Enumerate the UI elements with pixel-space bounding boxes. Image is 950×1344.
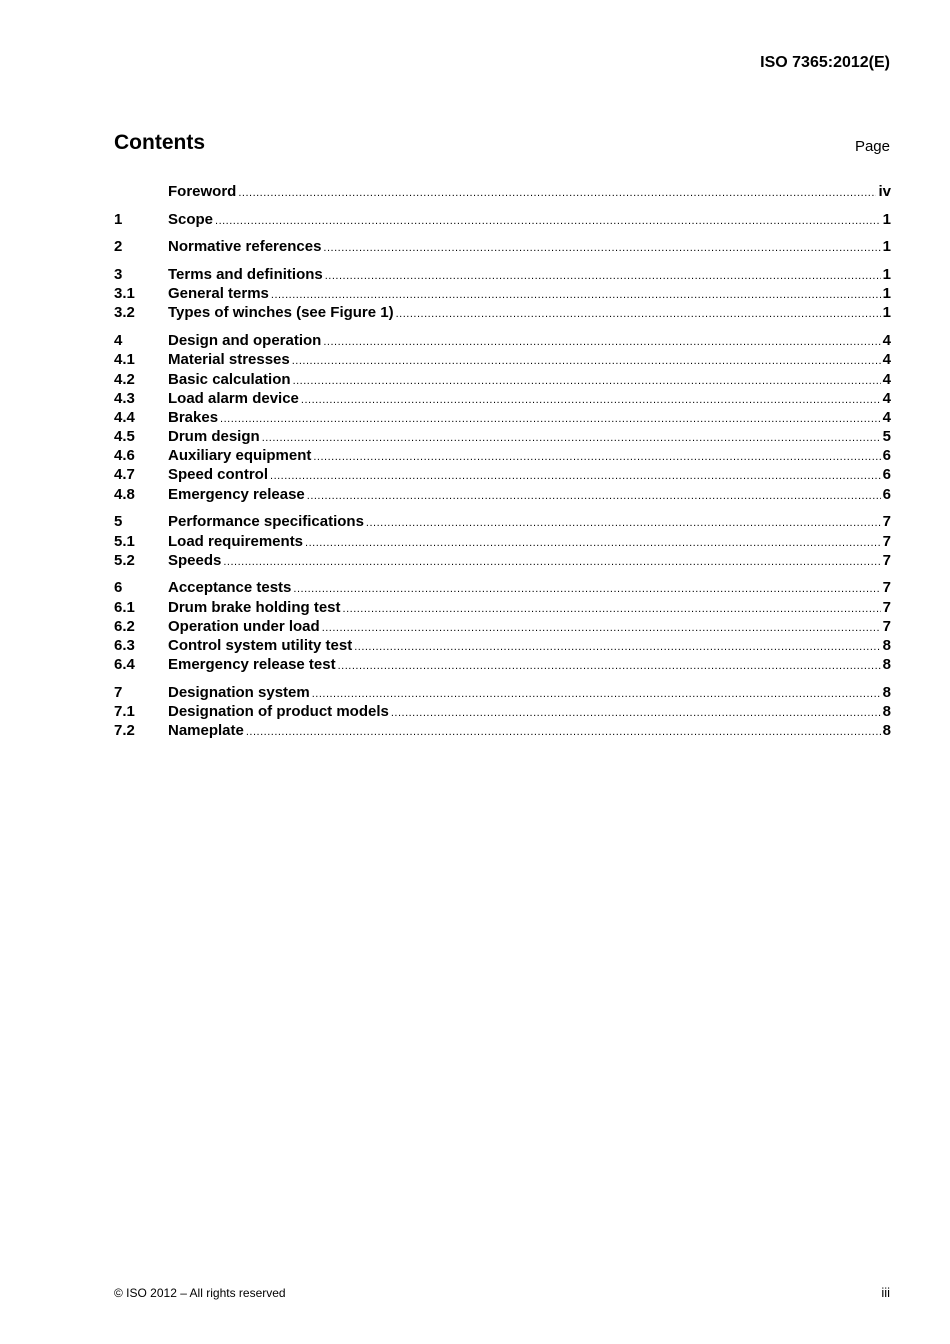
toc-group bbox=[114, 237, 891, 256]
toc-entry-page: 7 bbox=[882, 617, 891, 635]
toc-entry-number: 3.1 bbox=[114, 285, 135, 303]
toc-leader-dots bbox=[238, 184, 876, 203]
toc-entry-label: Performance specifications bbox=[168, 513, 364, 531]
toc-entry-page: 1 bbox=[882, 304, 891, 322]
toc-entry-number: 7 bbox=[114, 683, 123, 701]
toc-entry-page: 8 bbox=[882, 722, 891, 740]
toc-entry[interactable] bbox=[114, 655, 891, 674]
toc-entry-label: Acceptance tests bbox=[168, 579, 292, 597]
toc-entry-number: 5.1 bbox=[114, 532, 135, 550]
toc-entry-page: 7 bbox=[882, 579, 891, 597]
toc-entry-label: Designation of product models bbox=[168, 703, 389, 720]
toc-entry[interactable] bbox=[114, 303, 891, 322]
toc-leader-dots bbox=[396, 305, 881, 324]
toc-entry-page: 5 bbox=[882, 428, 891, 446]
toc-group bbox=[114, 182, 891, 201]
toc-group bbox=[114, 210, 891, 229]
toc-entry-page: 6 bbox=[882, 466, 891, 484]
toc-entry-page: 1 bbox=[882, 238, 891, 256]
toc-entry-label: Brakes bbox=[168, 408, 219, 426]
page-column-label: Page bbox=[854, 138, 890, 155]
toc-entry-number: 4.7 bbox=[114, 466, 135, 484]
toc-leader-dots bbox=[323, 239, 880, 258]
toc-entry[interactable] bbox=[114, 446, 891, 465]
toc-entry[interactable] bbox=[114, 702, 891, 721]
toc-entry-label: Load alarm device bbox=[168, 389, 299, 407]
toc-entry[interactable] bbox=[114, 551, 891, 570]
toc-entry[interactable] bbox=[114, 485, 891, 504]
toc-entry-page: 4 bbox=[882, 332, 891, 350]
toc-leader-dots bbox=[220, 410, 881, 429]
toc-entry[interactable] bbox=[114, 636, 891, 655]
toc-group bbox=[114, 578, 891, 674]
toc-entry-number: 7.2 bbox=[114, 722, 135, 740]
toc-entry-number: 4.3 bbox=[114, 389, 135, 407]
toc-entry-label: Design and operation bbox=[168, 332, 322, 350]
toc-entry-number: 6.4 bbox=[114, 656, 135, 674]
toc-entry-label: Types of winches (see Figure 1) bbox=[168, 304, 394, 322]
toc-entry-label: Emergency release bbox=[168, 485, 305, 503]
toc-leader-dots bbox=[325, 267, 881, 286]
toc-entry[interactable] bbox=[114, 512, 891, 531]
toc-entry-number: 1 bbox=[114, 210, 123, 228]
toc-entry-label: Drum brake holding test bbox=[168, 598, 341, 616]
toc-entry-number: 6.3 bbox=[114, 636, 135, 654]
toc-entry[interactable] bbox=[114, 408, 891, 427]
toc-entry-label: Normative references bbox=[168, 238, 322, 256]
toc-entry[interactable] bbox=[114, 427, 891, 446]
toc-entry-page: 1 bbox=[882, 285, 891, 303]
toc-leader-dots bbox=[293, 372, 881, 391]
toc-entry-page: 8 bbox=[882, 636, 891, 654]
toc-entry-number: 4.1 bbox=[114, 351, 135, 369]
toc-entry-number: 7.1 bbox=[114, 703, 135, 720]
document-id: ISO 7365:2012(E) bbox=[760, 54, 890, 71]
toc-entry-page: 1 bbox=[882, 210, 891, 228]
toc-entry-page: 6 bbox=[882, 447, 891, 465]
toc-entry-label: Scope bbox=[168, 210, 214, 228]
toc-group bbox=[114, 683, 891, 741]
toc-entry-label: Auxiliary equipment bbox=[168, 447, 312, 465]
toc-entry-number: 4.4 bbox=[114, 408, 135, 426]
toc-entry-label: Control system utility test bbox=[168, 636, 353, 654]
toc-group bbox=[114, 265, 891, 323]
toc-entry-page: 4 bbox=[882, 389, 891, 407]
toc-leader-dots bbox=[301, 391, 881, 410]
table-of-contents bbox=[114, 182, 891, 749]
toc-entry-number: 4 bbox=[114, 332, 123, 350]
toc-entry[interactable] bbox=[114, 284, 891, 303]
toc-entry-page: 4 bbox=[882, 408, 891, 426]
toc-leader-dots bbox=[246, 723, 881, 742]
toc-entry[interactable] bbox=[114, 350, 891, 369]
toc-group bbox=[114, 512, 891, 570]
toc-entry-number: 3 bbox=[114, 266, 123, 284]
toc-leader-dots bbox=[343, 600, 881, 619]
toc-entry-number: 4.5 bbox=[114, 428, 135, 446]
toc-entry-number: 4.6 bbox=[114, 447, 135, 465]
toc-entry[interactable] bbox=[114, 237, 891, 256]
toc-entry-number: 6 bbox=[114, 579, 123, 597]
toc-entry[interactable] bbox=[114, 389, 891, 408]
toc-entry-number: 5.2 bbox=[114, 551, 135, 569]
toc-entry-label: Foreword bbox=[168, 183, 237, 200]
toc-entry[interactable] bbox=[114, 265, 891, 284]
toc-leader-dots bbox=[322, 619, 881, 638]
toc-leader-dots bbox=[292, 352, 881, 371]
toc-leader-dots bbox=[262, 429, 881, 448]
toc-entry[interactable] bbox=[114, 331, 891, 350]
toc-entry[interactable] bbox=[114, 578, 891, 597]
toc-leader-dots bbox=[307, 487, 881, 506]
toc-entry[interactable] bbox=[114, 210, 891, 229]
toc-entry-page: 8 bbox=[882, 703, 891, 720]
toc-leader-dots bbox=[313, 448, 880, 467]
toc-entry[interactable] bbox=[114, 617, 891, 636]
toc-leader-dots bbox=[270, 467, 881, 486]
toc-entry-label: Operation under load bbox=[168, 617, 320, 635]
toc-entry-label: Speed control bbox=[168, 466, 269, 484]
toc-entry-page: 7 bbox=[882, 551, 891, 569]
toc-leader-dots bbox=[305, 534, 881, 553]
toc-leader-dots bbox=[391, 704, 881, 723]
toc-entry[interactable] bbox=[114, 465, 891, 484]
toc-entry-page: 7 bbox=[882, 598, 891, 616]
toc-leader-dots bbox=[366, 514, 881, 533]
toc-leader-dots bbox=[338, 657, 881, 676]
toc-entry-page: 7 bbox=[882, 532, 891, 550]
toc-entry[interactable] bbox=[114, 182, 891, 201]
toc-entry-label: Material stresses bbox=[168, 351, 290, 369]
toc-leader-dots bbox=[223, 553, 880, 572]
toc-entry-label: General terms bbox=[168, 285, 269, 303]
toc-entry[interactable] bbox=[114, 683, 891, 702]
toc-entry-page: 7 bbox=[882, 513, 891, 531]
toc-entry-page: 8 bbox=[882, 656, 891, 674]
toc-entry-label: Nameplate bbox=[168, 722, 244, 740]
footer-page-number: iii bbox=[881, 1285, 890, 1300]
toc-group bbox=[114, 331, 891, 504]
toc-entry[interactable] bbox=[114, 370, 891, 389]
toc-entry-number: 2 bbox=[114, 238, 123, 256]
toc-entry-label: Designation system bbox=[168, 683, 310, 701]
toc-leader-dots bbox=[323, 333, 880, 352]
toc-entry-number: 4.2 bbox=[114, 370, 135, 388]
toc-entry-page: 8 bbox=[882, 683, 891, 701]
toc-entry-number: 6.1 bbox=[114, 598, 135, 616]
toc-entry-page: iv bbox=[878, 183, 891, 200]
toc-leader-dots bbox=[215, 212, 881, 231]
toc-entry-label: Load requirements bbox=[168, 532, 304, 550]
toc-leader-dots bbox=[312, 685, 881, 704]
toc-entry[interactable] bbox=[114, 532, 891, 551]
toc-entry-label: Drum design bbox=[168, 428, 260, 446]
toc-leader-dots bbox=[354, 638, 880, 657]
toc-entry-page: 4 bbox=[882, 351, 891, 369]
toc-entry-label: Terms and definitions bbox=[168, 266, 323, 284]
toc-entry-label: Speeds bbox=[168, 551, 222, 569]
toc-entry-number: 5 bbox=[114, 513, 123, 531]
toc-entry[interactable] bbox=[114, 598, 891, 617]
toc-entry-label: Emergency release test bbox=[168, 656, 336, 674]
toc-entry-number: 6.2 bbox=[114, 617, 135, 635]
toc-entry-number: 4.8 bbox=[114, 485, 135, 503]
toc-entry-number: 3.2 bbox=[114, 304, 135, 322]
footer-copyright: © ISO 2012 – All rights reserved bbox=[114, 1286, 286, 1300]
toc-entry-page: 4 bbox=[882, 370, 891, 388]
toc-leader-dots bbox=[293, 580, 880, 599]
toc-entry-page: 1 bbox=[882, 266, 891, 284]
toc-entry-label: Basic calculation bbox=[168, 370, 291, 388]
toc-entry-page: 6 bbox=[882, 485, 891, 503]
page-title: Contents bbox=[114, 131, 205, 154]
toc-entry[interactable] bbox=[114, 721, 891, 740]
